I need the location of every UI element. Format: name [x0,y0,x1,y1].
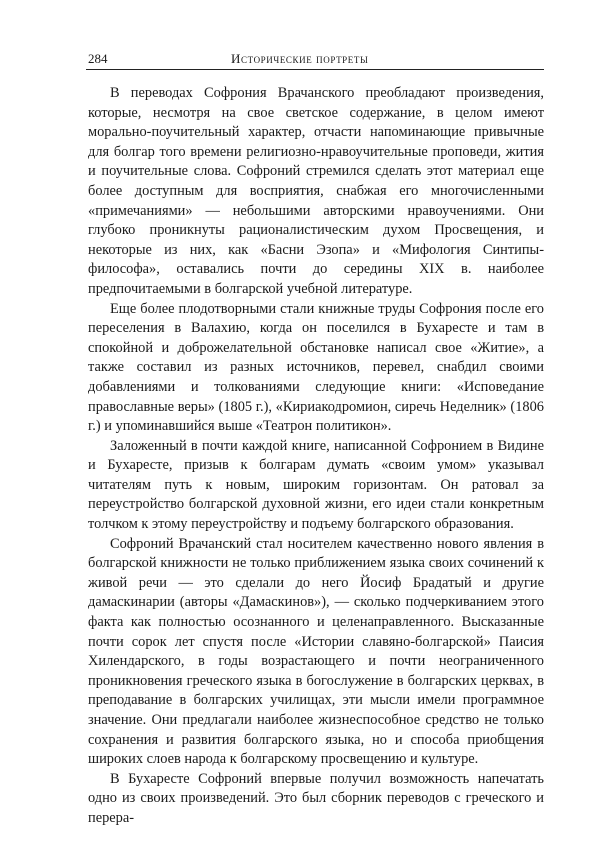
body-text [88,84,544,829]
paragraph: В переводах Софрония Врачанского преобладают произведения, которые, несмотря на свое светское содержание, в целом имеют морально-поучительный характер, отчасти напоминающие привычные для болгар того времени религиозно-нравоучительные проповеди, жития и поучительные слова. Софроний стремился сделать этот материал еще более доступным для восприятия, снабжая его многочисленными «примечаниями» — небольшими авторскими нравоучениями. Они глубоко проникнуты рационалистическим духом Просвещения, и некоторые из них, как «Басни Эзопа» и «Мифология Синтипы-философа», оставались почти до середины XIX в. наиболее предпочитаемыми в болгарской учебной литературе. [88,85,544,297]
paragraph: Софроний Врачанский стал носителем качественно нового явления в болгарской книжности не только приближением языка своих сочинений к живой речи — это сделали до него Йосиф Брадатый и другие дамаскинарии (авторы «Дамаскинов»), — сколько подчеркиванием этого факта как полностью осознанного и целенаправленного. Высказанные почти сорок лет спустя после «Истории славяно-болгарской» Паисия Хилендарского, в годы возрастающего и почти неограниченного проникновения греческого языка в богослужение в болгарских церквах, в преподавание в болгарских училищах, эти мысли имели программное значение. Они предлагали наиболее жизнеспособное средство не только сохранения и развития болгарского языка, но и способа приобщения широких слоев народа к болгарскому просвещению и культуре. [88,535,544,768]
paragraph: Заложенный в почти каждой книге, написанной Софронием в Видине и Бухаресте, призыв к болгарам думать «своим умом» указывал читателям путь к новым, широким горизонтам. Он ратовал за переустройство болгарской духовной жизни, его идеи стали конкретным толчком к этому переустройству и подъему болгарского образования. [88,437,544,533]
paragraph: В Бухаресте Софроний впервые получил возможность напечатать одно из своих произведений. Это был сборник переводов с греческого и перера- [88,770,544,826]
running-title: Исторические портреты [231,51,369,66]
page-number: 284 [88,51,108,66]
paragraph: Еще более плодотворными стали книжные труды Софрония после его переселения в Валахию, когда он поселился в Бухаресте и там в спокойной и доброжелательной обстановке написал свое «Житие», а также составил из разных источников, перевел, снабдил своими добавлениями и толкованиями следующие книги: «Исповедание православные веры» (1805 г.), «Кириакодромион, сиречь Неделник» (1806 г.) и упоминавшийся выше «Театрон политикон». [88,300,544,435]
running-header [86,51,544,70]
